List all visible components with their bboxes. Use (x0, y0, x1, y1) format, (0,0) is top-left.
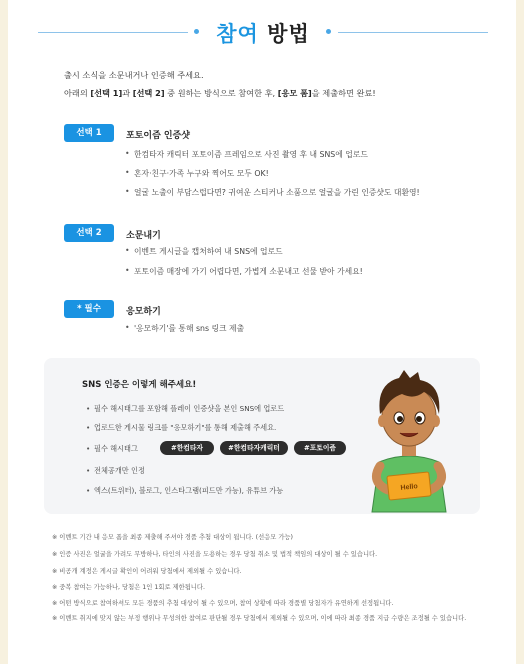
page-title (213, 18, 313, 48)
list-item: • 포토이즘 매장에 가기 어렵다면, 가볍게 소문내고 선물 받아 가세요! (134, 266, 363, 277)
sns-item-label: 필수 해시태그 (94, 444, 138, 453)
card-label: Hello (400, 483, 419, 492)
sns-item-hashtags (94, 444, 336, 454)
header-line-left (38, 32, 188, 33)
section-header (8, 14, 516, 46)
hashtag-badge: #한컴타자캐릭터 (220, 441, 288, 455)
title-part-2: 방법 (267, 22, 310, 46)
notice-line: ※ 비공개 계정은 게시글 확인이 어려워 당첨에서 제외될 수 있습니다. (52, 568, 242, 575)
badge-option-1: 선택 1 (64, 124, 114, 142)
sns-item: • 전체공개만 인정 (94, 466, 145, 476)
notice-line: ※ 인증 사진은 얼굴을 가려도 무방하나, 타인의 사진을 도용하는 경우 당첨 취소 및 법적 책임의 대상이 될 수 있습니다. (52, 551, 378, 558)
event-page (8, 0, 516, 664)
header-dot-right (326, 29, 331, 34)
list-item: • 얼굴 노출이 부담스럽다면? 귀여운 스티커나 소품으로 얼굴을 가린 인증샷도 대환영! (134, 187, 420, 198)
list-item: • 이벤트 게시글을 캡처하여 내 SNS에 업로드 (134, 246, 283, 257)
list-item: • 한컴타자 캐릭터 포토이즘 프레임으로 사진 촬영 후 내 SNS에 업로드 (134, 149, 368, 160)
notice-line: ※ 중복 참여는 가능하나, 당첨은 1인 1회로 제한됩니다. (52, 584, 205, 591)
hashtag-badge: #한컴타자 (160, 441, 214, 455)
notice-line: ※ 어떤 방식으로 참여하셔도 모든 경품의 추첨 대상이 될 수 있으며, 참여 상황에 따라 경품별 당첨자가 유연하게 선정됩니다. (52, 600, 394, 607)
intro-line-1: 출시 소식을 소문내거나 인증해 주세요. (64, 70, 204, 80)
list-item: • 혼자·친구·가족 누구와 찍어도 모두 OK! (134, 168, 269, 179)
sns-item: • 엑스(트위터), 블로그, 인스타그램(피드만 가능), 유튜브 가능 (94, 486, 283, 496)
notice-line: ※ 이벤트 취지에 맞지 않는 부정 행위나 무성의한 참여로 판단될 경우 당첨에서 제외될 수 있으며, 이에 따라 최종 경품 지급 수량은 조정될 수 있습니다. (52, 615, 467, 622)
intro-text: 중 원하는 방식으로 참여한 후, (164, 88, 278, 98)
intro-form: [응모 폼] (277, 88, 312, 98)
hashtag-badge: #포토이즘 (294, 441, 346, 455)
header-line-right (338, 32, 488, 33)
intro-text: 아래의 (64, 88, 91, 98)
intro-text: 과 (122, 88, 133, 98)
intro-option-1: [선택 1] (90, 88, 123, 98)
section-title-photoism: 포토이즘 인증샷 (126, 131, 190, 141)
intro-line-2 (64, 88, 376, 99)
section-title-apply: 응모하기 (126, 307, 161, 317)
section-title-spread: 소문내기 (126, 231, 161, 241)
sns-item: • 필수 해시태그를 포함해 플레이 인증샷을 본인 SNS에 업로드 (94, 404, 284, 414)
character-illustration (354, 366, 464, 516)
notice-line: ※ 이벤트 기간 내 응모 폼을 최종 제출해 주셔야 경품 추첨 대상이 됩니다. (선응모 가능) (52, 534, 293, 541)
badge-option-2: 선택 2 (64, 224, 114, 242)
sns-item: • 업로드한 게시물 링크를 "응모하기"를 통해 제출해 주세요. (94, 423, 276, 433)
intro-text: 을 제출하면 완료! (311, 88, 376, 98)
list-item: • '응모하기'를 통해 sns 링크 제출 (134, 323, 244, 334)
badge-required: * 필수 (64, 300, 114, 318)
title-part-1: 참여 (216, 22, 259, 46)
intro-option-2: [선택 2] (132, 88, 165, 98)
header-dot-left (194, 29, 199, 34)
sns-guide-title: SNS 인증은 이렇게 해주세요! (82, 380, 197, 390)
sns-guide-box (44, 358, 480, 514)
